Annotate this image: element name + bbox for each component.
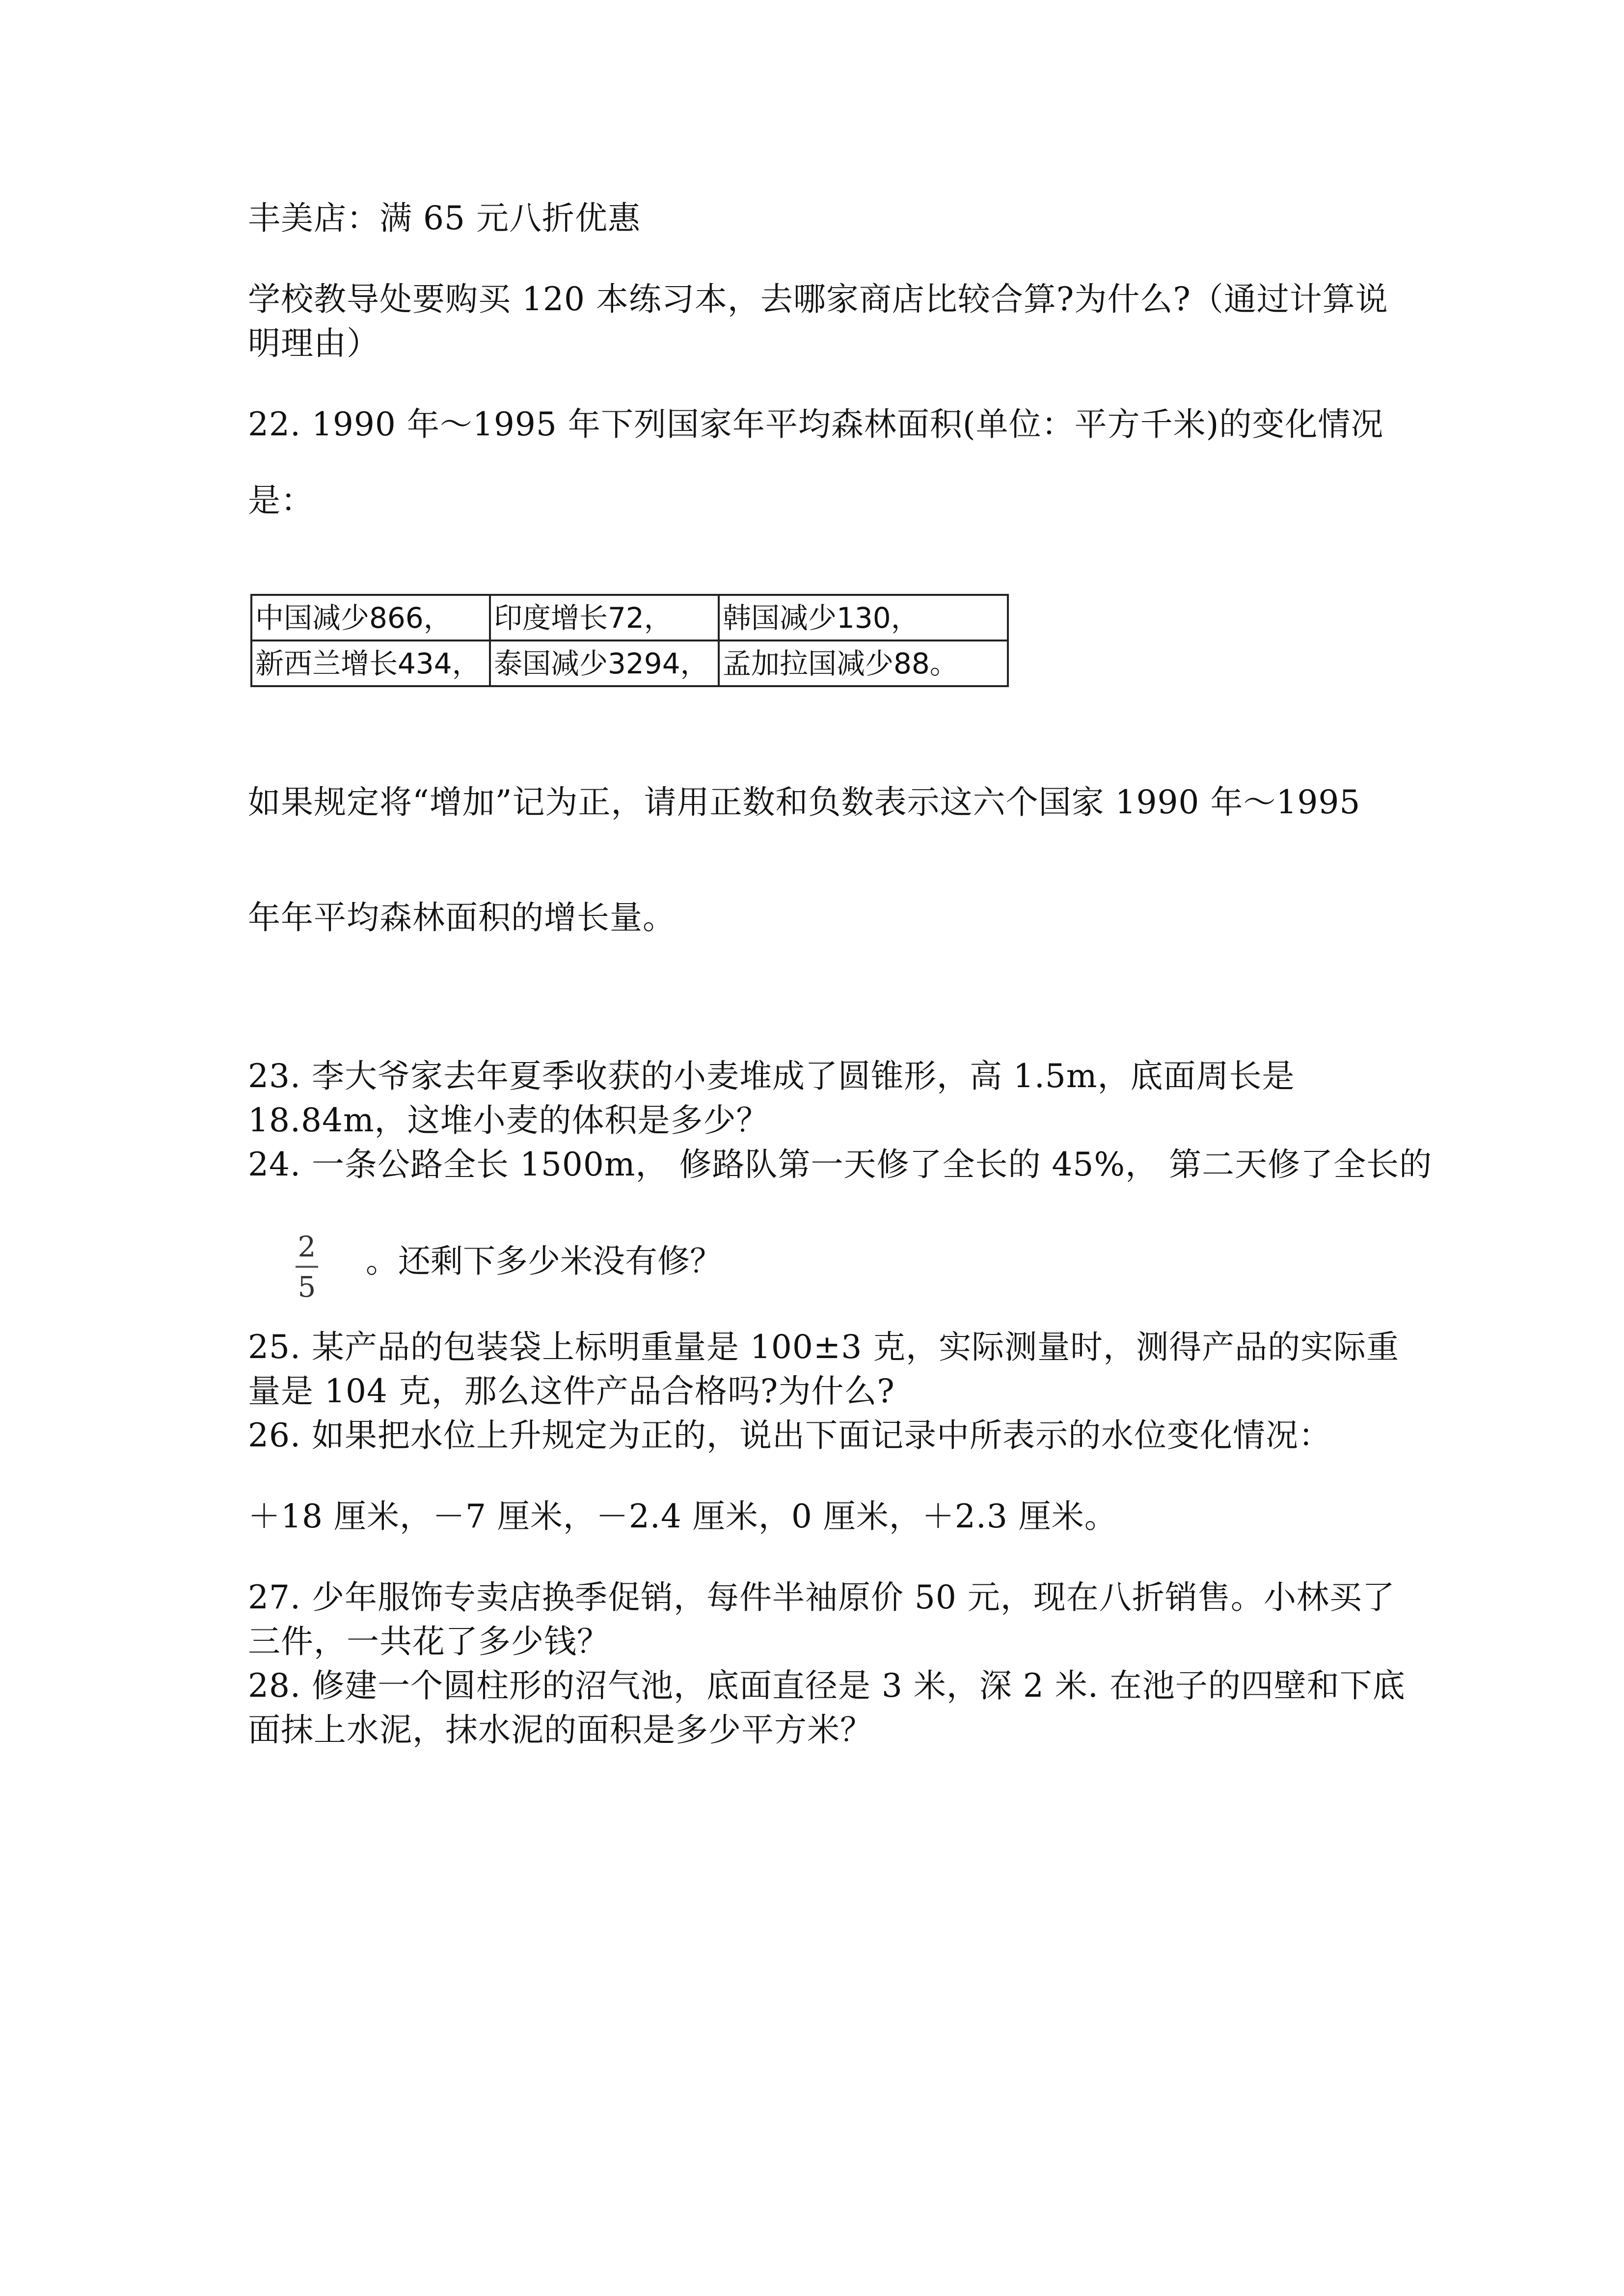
table-cell: 新西兰增长434，	[251, 641, 490, 686]
q27-question-line2: 三件，一共花了多少钱？	[248, 1623, 610, 1660]
q26-values-line: ＋18 厘米，－7 厘米，－2.4 厘米，0 厘米，＋2.3 厘米。	[248, 1497, 1117, 1535]
fraction-bar	[296, 1266, 318, 1268]
q22-instruction-line1: 如果规定将“增加”记为正，请用正数和负数表示这六个国家 1990 年～1995	[248, 783, 1361, 821]
table-cell: 孟加拉国减少88。	[719, 641, 1008, 686]
q28-question-line1: 28. 修建一个圆柱形的沼气池，底面直径是 3 米，深 2 米. 在池子的四壁和下底	[248, 1667, 1406, 1705]
table-cell: 韩国减少130，	[719, 595, 1008, 641]
q21-question-line2: 明理由）	[248, 324, 379, 362]
table-row	[251, 595, 1008, 641]
q24-question-line1: 24. 一条公路全长 1500m， 修路队第一天修了全长的 45%， 第二天修了全长的	[248, 1146, 1433, 1183]
q21-question-line1: 学校教导处要购买 120 本练习本，去哪家商店比较合算?为什么?（通过计算说	[248, 280, 1388, 318]
fraction-numerator: 2	[298, 1230, 316, 1263]
q22-instruction-line2: 年年平均森林面积的增长量。	[248, 899, 676, 936]
table-cell: 印度增长72，	[490, 595, 719, 641]
q24-question-line2: 。还剩下多少米没有修？	[366, 1242, 722, 1280]
q26-question-line1: 26. 如果把水位上升规定为正的，说出下面记录中所表示的水位变化情况：	[248, 1416, 1331, 1454]
q22-question-line2: 是：	[248, 481, 314, 519]
fraction-two-fifths	[295, 1229, 319, 1304]
q27-question-line1: 27. 少年服饰专卖店换季促销，每件半袖原价 50 元，现在八折销售。小林买了	[248, 1578, 1395, 1616]
q23-question-line1: 23. 李大爷家去年夏季收获的小麦堆成了圆锥形，高 1.5m，底面周长是	[248, 1057, 1295, 1095]
table-cell: 泰国减少3294，	[490, 641, 719, 686]
table-cell: 中国减少866，	[251, 595, 490, 641]
shop-offer-text: 丰美店：满 65 元八折优惠	[248, 199, 641, 237]
q23-question-line2: 18.84m，这堆小麦的体积是多少？	[248, 1101, 769, 1139]
q28-question-line2: 面抹上水泥，抹水泥的面积是多少平方米？	[248, 1711, 873, 1749]
q22-question-line1: 22. 1990 年～1995 年下列国家年平均森林面积(单位：平方千米)的变化情况	[248, 405, 1384, 443]
fraction-denominator: 5	[298, 1270, 316, 1304]
forest-change-table	[250, 594, 1009, 687]
q25-question-line1: 25. 某产品的包装袋上标明重量是 100±3 克，实际测量时，测得产品的实际重	[248, 1328, 1400, 1366]
q25-question-line2: 量是 104 克，那么这件产品合格吗?为什么?	[248, 1372, 895, 1410]
table-row	[251, 641, 1008, 686]
